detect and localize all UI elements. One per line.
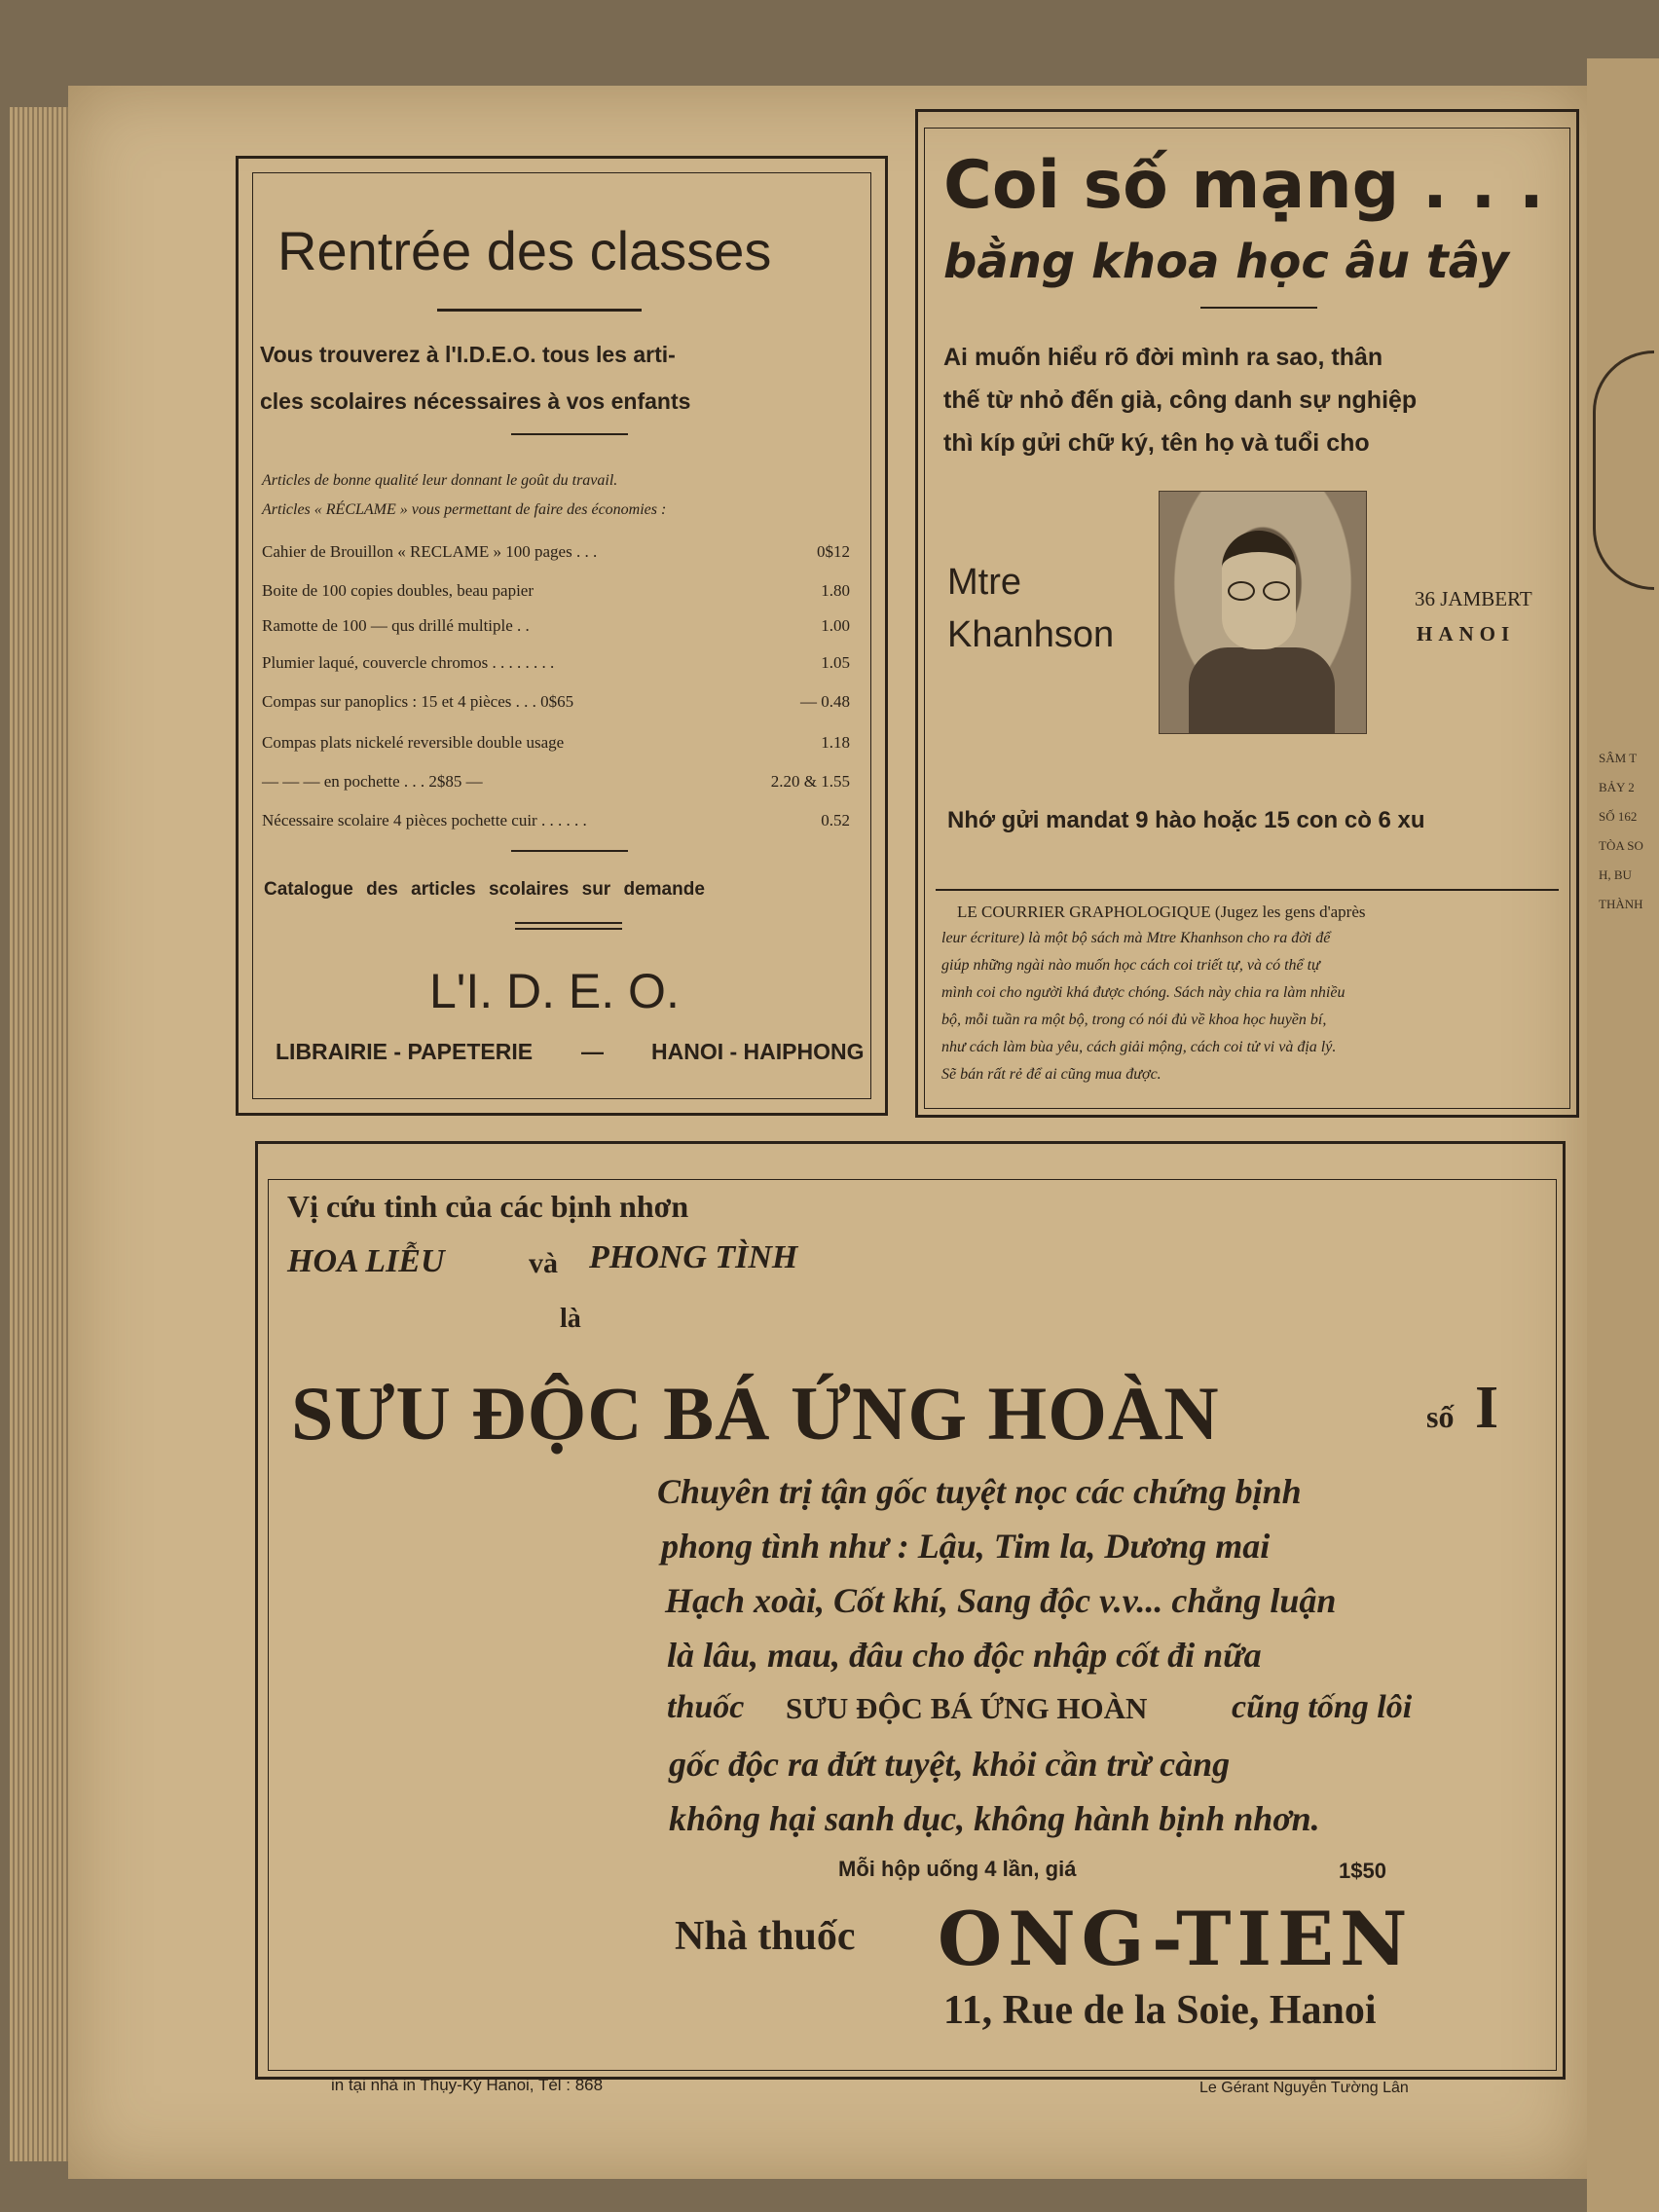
medicine-highlight: HOA LIỄU <box>287 1243 445 1279</box>
ideo-brand: L'I. D. E. O. <box>429 964 680 1018</box>
fortune-subtitle: bằng khoa học âu tây <box>943 235 1509 289</box>
medicine-body: thuốc <box>667 1689 745 1725</box>
adjacent-page <box>1587 58 1659 2212</box>
ideo-note: Articles de bonne qualité leur donnant le goût du travail. <box>262 472 618 489</box>
ideo-footer-left: LIBRAIRIE - PAPETERIE <box>276 1039 534 1064</box>
fortune-courrier: như cách làm bùa yêu, cách giải mộng, cách coi tử vi và địa lý. <box>941 1039 1337 1055</box>
product-number-label: số <box>1426 1399 1455 1434</box>
medicine-body: cũng tống lôi <box>1232 1689 1413 1725</box>
medicine-body: Chuyên trị tận gốc tuyệt nọc các chứng bịnh <box>657 1472 1302 1511</box>
medicine-body: Hạch xoài, Cốt khí, Sang độc v.v... chẳng luận <box>665 1581 1337 1620</box>
medicine-body-product: SƯU ĐỘC BÁ ỨNG HOÀN <box>786 1691 1148 1725</box>
medicine-body: không hại sanh dục, không hành bịnh nhơn. <box>669 1799 1320 1838</box>
medicine-intro: là <box>560 1304 581 1334</box>
ideo-title: Rentrée des classes <box>277 220 772 281</box>
emblem-icon <box>1593 350 1654 590</box>
price-row: Compas plats nickelé reversible double usage 1.18 <box>262 733 850 752</box>
khanhson-portrait <box>1159 491 1367 734</box>
gerant-credit: Le Gérant Nguyễn Tường Lân <box>1199 2080 1409 2096</box>
price-row: — — — en pochette . . . 2$85 — 2.20 & 1.55 <box>262 772 850 791</box>
ideo-price-list <box>262 542 850 854</box>
fortune-title: Coi số mạng . . . <box>943 147 1544 224</box>
adjacent-page-text: BẢY 2 <box>1599 780 1635 794</box>
adjacent-page-text: TÒA SO <box>1599 838 1643 853</box>
ideo-footer-dash: — <box>581 1039 604 1064</box>
pharmacy-label: Nhà thuốc <box>675 1914 856 1959</box>
medicine-intro: Vị cứu tinh của các bịnh nhơn <box>287 1189 689 1224</box>
price-row: Plumier laqué, couvercle chromos . . . . . . . . 1.05 <box>262 653 850 672</box>
price-row: Boite de 100 copies doubles, beau papier 1.80 <box>262 581 850 600</box>
fortune-courrier: bộ, mỗi tuần ra một bộ, trong có nói đủ về khoa học huyền bí, <box>941 1012 1327 1028</box>
fortune-courrier: leur écriture) là một bộ sách mà Mtre Khanhson cho ra đời để <box>941 930 1331 946</box>
ideo-intro: Vous trouverez à l'I.D.E.O. tous les arti- <box>260 342 676 367</box>
product-number: I <box>1475 1375 1499 1441</box>
product-name: SƯU ĐỘC BÁ ỨNG HOÀN <box>291 1371 1220 1456</box>
fortune-address: 36 JAMBERT <box>1415 587 1532 610</box>
medicine-intro: và <box>529 1247 558 1279</box>
adjacent-page-text: SỐ 162 <box>1599 809 1638 824</box>
fortune-body: Ai muốn hiểu rõ đời mình ra sao, thân <box>943 344 1383 371</box>
fortune-courrier: mình coi cho người khá được chóng. Sách này chia ra làm nhiều <box>941 984 1346 1001</box>
pharmacy-name: ONG-TIEN <box>938 1896 1414 1982</box>
ideo-intro: cles scolaires nécessaires à vos enfants <box>260 388 691 414</box>
fortune-courrier: Sẽ bán rất rẻ để ai cũng mua được. <box>941 1066 1161 1083</box>
ideo-note: Articles « RÉCLAME » vous permettant de faire des économies : <box>262 501 667 518</box>
fortune-courrier: giúp những ngài nào muốn học cách coi triết tự, và có thể tự <box>941 957 1320 974</box>
adjacent-page-text: THÀNH <box>1599 897 1643 911</box>
medicine-price: 1$50 <box>1339 1859 1386 1883</box>
price-row: Ramotte de 100 — qus drillé multiple . . 1.00 <box>262 616 850 635</box>
fortune-address: HANOI <box>1417 622 1516 645</box>
ideo-footer-right: HANOI - HAIPHONG <box>651 1039 865 1064</box>
price-row: Compas sur panoplics : 15 et 4 pièces . . . 0$65 — 0.48 <box>262 692 850 711</box>
price-row: Cahier de Brouillon « RECLAME » 100 pages . . . 0$12 <box>262 542 850 561</box>
fortune-body: thế từ nhỏ đến già, công danh sự nghiệp <box>943 387 1418 414</box>
adjacent-page-text: SÂM T <box>1599 751 1638 765</box>
adjacent-page-text: H, BU <box>1599 867 1632 882</box>
fortune-name: Khanhson <box>947 614 1115 655</box>
fortune-courrier: LE COURRIER GRAPHOLOGIQUE (Jugez les gens d'après <box>957 903 1366 921</box>
printer-credit: in tại nhà in Thụy-Ký Hanoi, Tél : 868 <box>331 2076 604 2094</box>
medicine-dose: Mỗi hộp uống 4 lần, giá <box>838 1857 1077 1881</box>
ideo-ad <box>236 156 888 1116</box>
medicine-body: là lâu, mau, đâu cho độc nhập cốt đi nữa <box>667 1636 1262 1675</box>
price-row: Nécessaire scolaire 4 pièces pochette cuir . . . . . . 0.52 <box>262 811 850 830</box>
fortune-name: Mtre <box>947 562 1021 603</box>
medicine-body: gốc độc ra đứt tuyệt, khỏi cần trừ càng <box>669 1745 1231 1784</box>
fortune-body: thì kíp gửi chữ ký, tên họ và tuổi cho <box>943 429 1370 457</box>
fortune-payment: Nhớ gửi mandat 9 hào hoặc 15 con cò 6 xu <box>947 807 1425 833</box>
ideo-catalogue: Catalogue des articles scolaires sur demande <box>264 879 705 900</box>
medicine-body: phong tình như : Lậu, Tim la, Dương mai <box>661 1527 1271 1566</box>
pharmacy-address: 11, Rue de la Soie, Hanoi <box>943 1988 1377 2033</box>
medicine-highlight: PHONG TÌNH <box>589 1239 798 1275</box>
medicine-ad <box>255 1141 1566 2080</box>
